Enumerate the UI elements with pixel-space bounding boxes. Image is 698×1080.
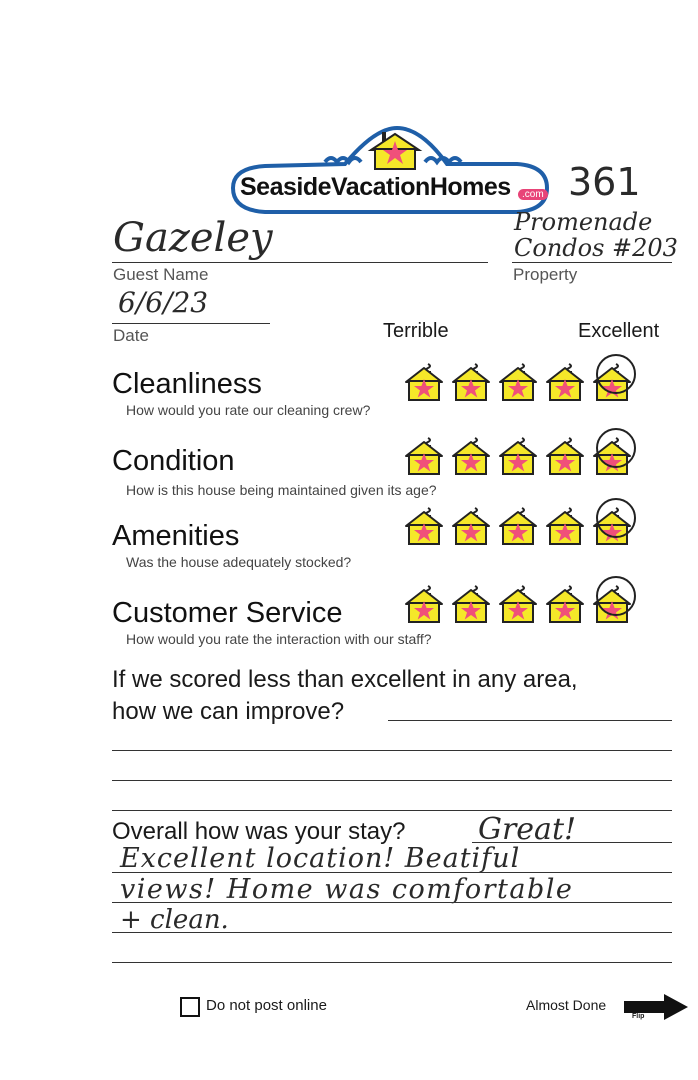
brand-name: SeasideVacationHomes <box>240 173 511 201</box>
guest-name-line <box>112 262 488 263</box>
rating-row[interactable] <box>404 430 644 480</box>
selected-rating-circle <box>596 498 636 538</box>
rating-house-star-icon[interactable] <box>498 506 538 546</box>
category-question: How would you rate the interaction with our staff? <box>126 631 432 647</box>
category-title: Cleanliness <box>112 368 262 400</box>
improve-line[interactable] <box>388 720 672 721</box>
flip-label: Flip <box>632 1013 645 1020</box>
property-label: Property <box>513 265 578 284</box>
rating-house-star-icon[interactable] <box>451 362 491 402</box>
overall-answer-line1: Great! <box>478 812 577 847</box>
overall-line[interactable] <box>112 872 672 873</box>
almost-done-label: Almost Done <box>526 997 607 1013</box>
date-label: Date <box>113 326 149 345</box>
rating-house-star-icon[interactable] <box>545 506 585 546</box>
rating-house-star-icon[interactable] <box>451 436 491 476</box>
guest-name-label: Guest Name <box>113 265 209 284</box>
rating-house-star-icon[interactable] <box>545 362 585 402</box>
rating-house-star-icon[interactable] <box>404 584 444 624</box>
rating-house-star-icon[interactable] <box>451 584 491 624</box>
improve-question-line2: how we can improve? <box>112 698 345 725</box>
rating-house-star-icon[interactable] <box>545 436 585 476</box>
overall-question: Overall how was your stay? <box>112 818 406 845</box>
category-title: Condition <box>112 445 235 477</box>
date-line <box>112 323 270 324</box>
rating-row[interactable] <box>404 356 644 406</box>
rating-house-star-icon[interactable] <box>404 436 444 476</box>
brand-suffix: .com <box>518 189 548 200</box>
form-number: 361 <box>568 160 641 204</box>
selected-rating-circle <box>596 576 636 616</box>
scale-low-label: Terrible <box>383 320 449 342</box>
overall-answer-line3: views! Home was comfortable <box>120 874 574 905</box>
improve-line[interactable] <box>112 780 672 781</box>
rating-house-star-icon[interactable] <box>498 436 538 476</box>
rating-house-star-icon[interactable] <box>545 584 585 624</box>
do-not-post-label: Do not post online <box>206 997 327 1014</box>
overall-answer-line2: Excellent location! Beatiful <box>120 843 521 874</box>
selected-rating-circle <box>596 354 636 394</box>
improve-question-line1: If we scored less than excellent in any area, <box>112 666 578 693</box>
category-title: Customer Service <box>112 597 343 629</box>
rating-house-star-icon[interactable] <box>404 506 444 546</box>
category-question: How is this house being maintained given its age? <box>126 482 437 498</box>
category-question: How would you rate our cleaning crew? <box>126 402 371 418</box>
property-value-line1: Promenade <box>514 208 653 236</box>
do-not-post-checkbox[interactable] <box>180 997 200 1017</box>
overall-line[interactable] <box>112 962 672 963</box>
rating-row[interactable] <box>404 500 644 550</box>
category-title: Amenities <box>112 520 240 552</box>
date-value: 6/6/23 <box>118 286 209 319</box>
improve-line[interactable] <box>112 810 672 811</box>
rating-row[interactable] <box>404 578 644 628</box>
rating-house-star-icon[interactable] <box>498 362 538 402</box>
improve-line[interactable] <box>112 750 672 751</box>
rating-house-star-icon[interactable] <box>451 506 491 546</box>
overall-line[interactable] <box>112 932 672 933</box>
selected-rating-circle <box>596 428 636 468</box>
category-question: Was the house adequately stocked? <box>126 554 352 570</box>
overall-answer-line4: + clean. <box>120 905 229 935</box>
brand-logo <box>225 120 555 220</box>
overall-line[interactable] <box>112 902 672 903</box>
rating-house-star-icon[interactable] <box>498 584 538 624</box>
guest-name-value: Gazeley <box>113 215 273 261</box>
property-line <box>512 262 672 263</box>
scale-high-label: Excellent <box>578 320 660 342</box>
rating-house-star-icon[interactable] <box>404 362 444 402</box>
property-value-line2: Condos #203 <box>514 234 678 262</box>
